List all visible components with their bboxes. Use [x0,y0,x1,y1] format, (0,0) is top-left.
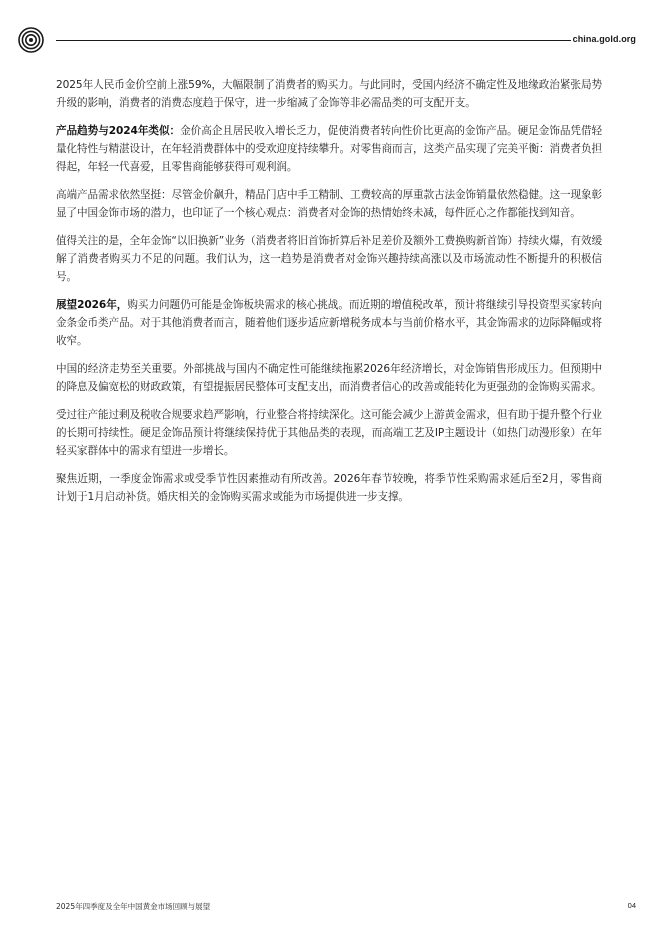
paragraph-text: 购买力问题仍可能是金饰板块需求的核心挑战。而近期的增值税改革，预计将继续引导投资型买家转向金条金币类产品。对于其他消费者而言，随着他们逐步适应新增税务成本与当前价格水平，其金饰需求的边际降幅或将收窄。 [56,299,603,347]
paragraph [56,406,602,460]
paragraph-text: 受过往产能过剩及税收合规要求趋严影响，行业整合将持续深化。这可能会减少上游黄金需求，但有助于提升整个行业的长期可持续性。硬足金饰品预计将继续保持优于其他品类的表现，而高端工艺及IP主题设计（如热门动漫形象）在年轻买家群体中的需求有望进一步增长。 [56,409,602,457]
paragraph-text: 聚焦近期，一季度金饰需求或受季节性因素推动有所改善。2026年春节较晚，将季节性采购需求延后至2月，零售商计划于1月启动补货。婚庆相关的金饰购买需求或能为市场提供进一步支撑。 [56,473,602,503]
paragraph-text: 值得关注的是，全年金饰“以旧换新”业务（消费者将旧首饰折算后补足差价及额外工费换购新首饰）持续火爆，有效缓解了消费者购买力不足的问题。我们认为，这一趋势是消费者对金饰兴趣持续高涨以及市场流动性不断提升的积极信号。 [56,235,602,283]
paragraph [56,296,602,350]
page-number: 04 [627,901,636,910]
paragraph-text: 高端产品需求依然坚挺：尽管金价飙升，精品门店中手工精制、工费较高的厚重款古法金饰销量依然稳健。这一现象彰显了中国金饰市场的潜力，也印证了一个核心观点：消费者对金饰的热情始终未减，每件匠心之作都能找到知音。 [56,189,602,219]
paragraph-text: 金价高企且居民收入增长乏力，促使消费者转向性价比更高的金饰产品。硬足金饰品凭借轻量化特性与精湛设计，在年轻消费群体中的受欢迎度持续攀升。对零售商而言，这类产品实现了完美平衡：消费者负担得起，年轻一代喜爱，且零售商能够获得可观利润。 [56,125,603,173]
site-url[interactable]: china.gold.org [572,34,636,44]
paragraph [56,76,602,112]
paragraph-text: 中国的经济走势至关重要。外部挑战与国内不确定性可能继续拖累2026年经济增长，对金饰销售形成压力。但预期中的降息及偏宽松的财政政策，有望提振居民整体可支配支出，而消费者信心的改善或能转化为更强劲的金饰购买需求。 [56,363,602,393]
paragraph [56,122,602,176]
paragraph-lead: 产品趋势与2024年类似： [56,125,181,137]
paragraph [56,360,602,396]
footer-report-title: 2025年四季度及全年中国黄金市场回顾与展望 [56,902,211,911]
paragraph [56,470,602,506]
paragraph [56,186,602,222]
paragraph-text: 2025年人民币金价空前上涨59%，大幅限制了消费者的购买力。与此同时，受国内经济不确定性及地缘政治紧张局势升级的影响，消费者的消费态度趋于保守，进一步缩减了金饰等非必需品类的可支配开支。 [56,79,602,109]
paragraph [56,232,602,286]
article-body [56,76,602,516]
paragraph-lead: 展望2026年， [56,299,128,311]
concentric-circles-logo [18,27,44,53]
header-divider [56,40,571,41]
